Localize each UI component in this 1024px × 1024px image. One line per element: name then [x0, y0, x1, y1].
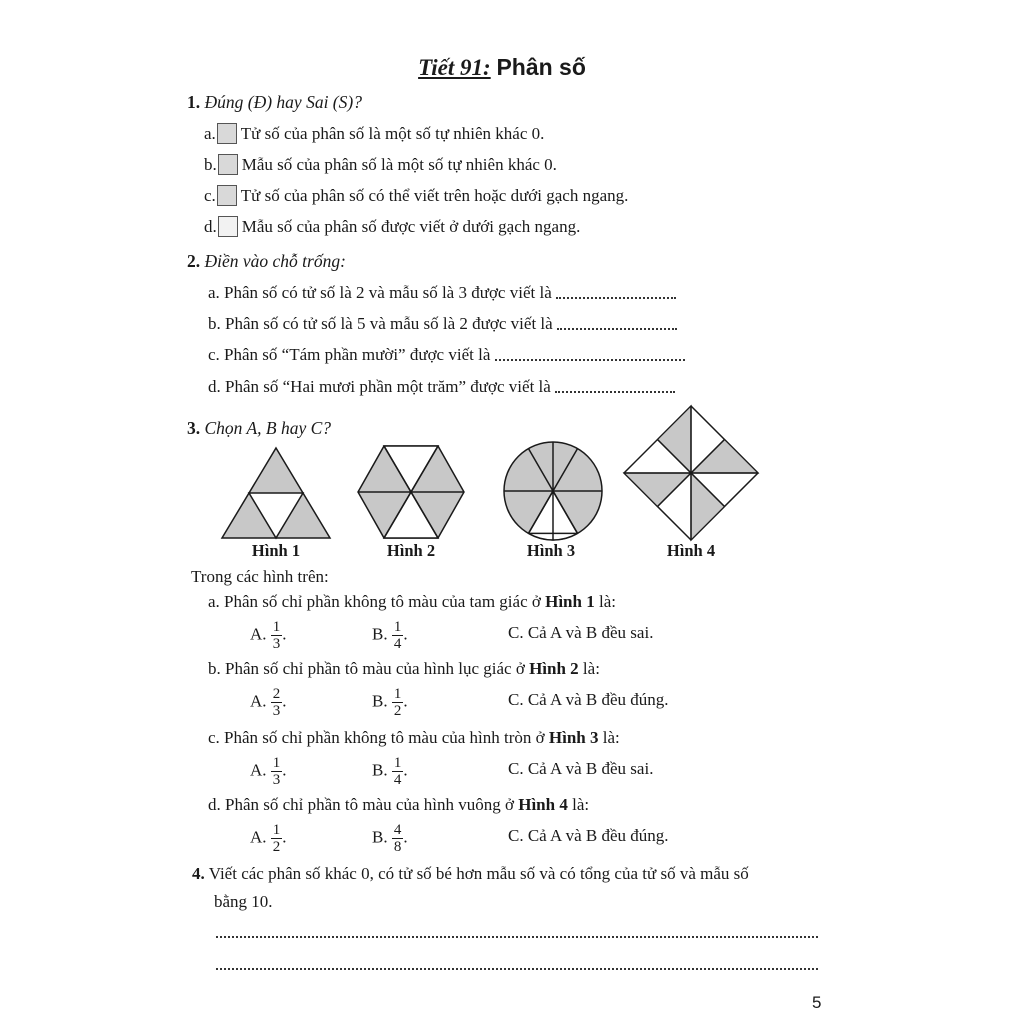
numerator: 1 — [393, 619, 402, 635]
q3-sub-text: là: — [598, 728, 620, 747]
q3-sub-text: là: — [567, 795, 590, 814]
fraction — [392, 619, 404, 652]
q1-item-b — [204, 154, 557, 175]
q2-number: 2. — [187, 251, 201, 271]
q2-item-text: d. Phân số “Hai mươi phần một trăm” được viết là — [208, 377, 551, 396]
numerator: 1 — [272, 822, 281, 838]
option-label: B. — [372, 691, 388, 711]
q3-sub-text: là: — [594, 592, 616, 611]
option-c[interactable]: C. Cả A và B đều đúng. — [508, 690, 669, 709]
q1-item-text: Tử số của phân số là một số tự nhiên khác 0. — [240, 124, 545, 143]
option-b[interactable]: B. $\frac{4}{8}$ . — [372, 822, 408, 855]
fraction — [392, 822, 404, 855]
q1-item-label: d. — [204, 217, 217, 236]
denominator: 3 — [272, 703, 281, 719]
q1-item-a — [204, 123, 544, 144]
answer-line[interactable] — [216, 935, 818, 938]
option-label: B. — [372, 624, 388, 644]
q2-item-text: b. Phân số có tử số là 5 và mẫu số là 2 được viết là — [208, 314, 553, 333]
option-b[interactable]: B. $\frac{1}{2}$ . — [372, 686, 408, 719]
q1-item-text: Tử số của phân số có thể viết trên hoặc dưới gạch ngang. — [240, 186, 629, 205]
q4-text: Viết các phân số khác 0, có tử số bé hơn mẫu số và có tổng của tử số và mẫu số — [208, 864, 749, 883]
option-label: A. — [250, 827, 267, 847]
denominator: 2 — [393, 703, 402, 719]
q1-number: 1. — [187, 92, 201, 112]
q1-item-text: Mẫu số của phân số là một số tự nhiên khác 0. — [241, 155, 557, 174]
numerator: 2 — [272, 686, 281, 702]
figure-2-hexagon — [356, 444, 466, 540]
numerator: 1 — [272, 755, 281, 771]
page-number: 5 — [812, 993, 822, 1012]
numerator: 1 — [272, 619, 281, 635]
denominator: 2 — [272, 839, 281, 855]
denominator: 8 — [393, 839, 402, 855]
answer-line[interactable] — [216, 967, 818, 970]
option-c[interactable]: C. Cả A và B đều sai. — [508, 759, 654, 778]
answer-box[interactable] — [217, 123, 237, 144]
q3-prompt: Chọn A, B hay C? — [204, 418, 332, 438]
option-a[interactable]: A. $\frac{1}{2}$ . — [250, 822, 287, 855]
q4-line-2: bằng 10. — [214, 892, 273, 911]
q1-item-label: c. — [204, 186, 216, 205]
fraction — [392, 686, 404, 719]
option-label: A. — [250, 691, 267, 711]
q3-intro: Trong các hình trên: — [191, 567, 329, 586]
q1-item-text: Mẫu số của phân số được viết ở dưới gạch ngang. — [241, 217, 581, 236]
option-label: B. — [372, 827, 388, 847]
fraction — [271, 619, 283, 652]
fraction — [271, 822, 283, 855]
q3-sub-text: là: — [578, 659, 600, 678]
option-label: A. — [250, 760, 267, 780]
q1-prompt: Đúng (Đ) hay Sai (S)? — [204, 92, 362, 112]
q3-sub-figure-ref: Hình 2 — [529, 659, 579, 678]
option-a[interactable]: A. $\frac{1}{3}$ . — [250, 619, 287, 652]
q3-sub-text: c. Phân số chỉ phần không tô màu của hình tròn ở — [208, 728, 549, 747]
fraction — [271, 755, 283, 788]
fill-blank[interactable] — [557, 314, 677, 330]
numerator: 4 — [393, 822, 402, 838]
denominator: 4 — [393, 772, 402, 788]
figure-1-label: Hình 1 — [251, 541, 301, 560]
q3-sub-text: b. Phân số chỉ phần tô màu của hình lục giác ở — [208, 659, 530, 678]
option-c[interactable]: C. Cả A và B đều sai. — [508, 623, 654, 642]
q3-sub-d — [208, 795, 589, 815]
answer-box[interactable] — [218, 154, 238, 175]
lesson-number: Tiết 91: — [418, 55, 491, 80]
answer-box[interactable] — [217, 185, 237, 206]
q1-item-label: b. — [204, 155, 217, 174]
fill-blank[interactable] — [495, 345, 685, 361]
q2-prompt: Điền vào chỗ trống: — [204, 251, 346, 271]
q1-item-label: a. — [204, 124, 216, 143]
q3-number: 3. — [187, 418, 201, 438]
q3-sub-figure-ref: Hình 3 — [548, 728, 599, 747]
page-title — [0, 54, 1004, 81]
denominator: 3 — [272, 772, 281, 788]
fill-blank[interactable] — [555, 377, 675, 393]
q3-sub-a — [208, 592, 616, 612]
fraction — [271, 686, 283, 719]
q3-sub-b — [208, 659, 600, 679]
q4-number: 4. — [192, 864, 205, 883]
q3-sub-text: a. Phân số chỉ phần không tô màu của tam giác ở — [208, 592, 546, 611]
fill-blank[interactable] — [556, 283, 676, 299]
option-label: A. — [250, 624, 267, 644]
q4-line-1 — [192, 864, 749, 884]
q1-item-c — [204, 185, 628, 206]
answer-box[interactable] — [218, 216, 238, 237]
q3-sub-c — [208, 728, 620, 748]
q2-item-text: a. Phân số có tử số là 2 và mẫu số là 3 được viết là — [208, 283, 552, 302]
option-a[interactable]: A. $\frac{1}{3}$ . — [250, 755, 287, 788]
denominator: 4 — [393, 636, 402, 652]
q2-item-d — [208, 377, 675, 397]
lesson-topic: Phân số — [496, 54, 586, 80]
q3-heading — [187, 418, 331, 439]
figure-3-label: Hình 3 — [526, 541, 576, 560]
q3-sub-figure-ref: Hình 4 — [518, 795, 568, 814]
option-c[interactable]: C. Cả A và B đều đúng. — [508, 826, 669, 845]
q2-item-text: c. Phân số “Tám phần mười” được viết là — [208, 345, 491, 364]
numerator: 1 — [393, 755, 402, 771]
figure-1-triangle — [220, 446, 332, 540]
option-b[interactable]: B. $\frac{1}{4}$ . — [372, 755, 408, 788]
q3-sub-text: d. Phân số chỉ phần tô màu của hình vuông ở — [208, 795, 519, 814]
denominator: 3 — [272, 636, 281, 652]
figure-4-square — [622, 404, 760, 542]
q2-item-b — [208, 314, 677, 334]
q2-item-a — [208, 283, 676, 303]
figure-3-circle — [502, 440, 604, 542]
figure-4-label: Hình 4 — [666, 541, 716, 560]
q2-item-c — [208, 345, 685, 365]
q1-heading — [187, 92, 362, 113]
option-b[interactable]: B. $\frac{1}{4}$ . — [372, 619, 408, 652]
option-label: B. — [372, 760, 388, 780]
option-a[interactable]: A. $\frac{2}{3}$ . — [250, 686, 287, 719]
fraction — [392, 755, 404, 788]
q3-sub-figure-ref: Hình 1 — [545, 592, 595, 611]
q2-heading — [187, 251, 346, 272]
q1-item-d — [204, 216, 580, 237]
figure-2-label: Hình 2 — [386, 541, 436, 560]
numerator: 1 — [393, 686, 402, 702]
